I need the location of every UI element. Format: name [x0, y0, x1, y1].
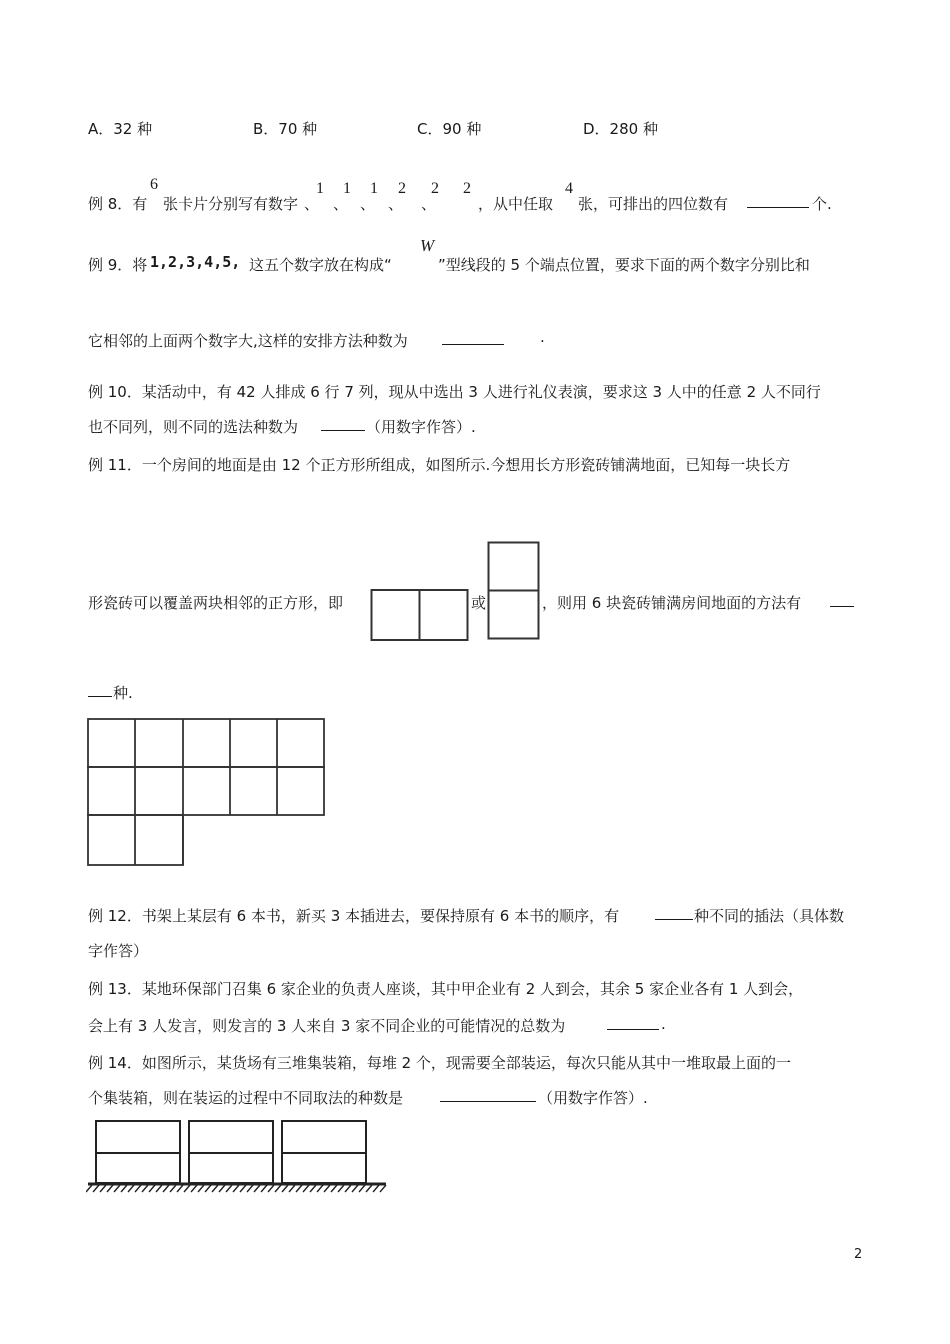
ex8-sep-3: 、	[360, 195, 376, 213]
ex8-digit-5: 2	[431, 180, 439, 197]
container-box	[282, 1153, 366, 1183]
ex8-digit-3: 1	[370, 180, 378, 197]
ex11-or: 或	[471, 594, 487, 612]
ground-hatching	[86, 1185, 386, 1192]
container-box	[282, 1121, 366, 1153]
ex8-digit-4: 2	[398, 180, 406, 197]
ex11-answer-blank-2	[88, 682, 112, 697]
ex8-text4: 个.	[812, 195, 832, 213]
container-box	[96, 1153, 180, 1183]
container-stacks-figure	[86, 1118, 391, 1194]
ex13-line2a: 会上有 3 人发言，则发言的 3 人来自 3 家不同企业的可能情况的总数为	[88, 1017, 566, 1035]
ex10-line1: 例 10．某活动中，有 42 人排成 6 行 7 列，现从中选出 3 人进行礼仪表演，要求这 3 人中的任意 2 人不同行	[88, 383, 821, 401]
vertical-tile-figure	[487, 541, 541, 641]
container-box	[189, 1121, 273, 1153]
ex11-line2a: 形瓷砖可以覆盖两块相邻的正方形，即	[88, 594, 344, 612]
ex14-answer-blank	[440, 1087, 536, 1102]
ex9-prefix: 例 9．将	[88, 256, 148, 274]
ex11-line3: 种.	[113, 684, 133, 702]
option-c: C．90 种	[417, 120, 482, 138]
ex8-sep-4: 、	[388, 195, 404, 213]
ex11-answer-blank-1	[830, 592, 854, 607]
ex8-sep-2: 、	[333, 195, 349, 213]
ex8-prefix: 例 8．有	[88, 195, 148, 213]
room-floor-grid	[86, 717, 328, 869]
ex12-answer-blank	[655, 905, 693, 920]
ex10-answer-blank	[321, 416, 365, 431]
container-box	[96, 1121, 180, 1153]
ex8-digit-6: 2	[463, 180, 471, 197]
ex8-answer-blank	[747, 193, 809, 208]
ex14-line1: 例 14．如图所示，某货场有三堆集装箱，每堆 2 个，现需要全部装运，每次只能从其中一堆取最上面的一	[88, 1054, 791, 1072]
ex12-line1a: 例 12．书架上某层有 6 本书，新买 3 本插进去，要保持原有 6 本书的顺序，有	[88, 907, 620, 925]
ex8-sep-5: 、	[421, 195, 437, 213]
ex10-line2a: 也不同列，则不同的选法种数为	[88, 418, 299, 436]
ex8-sep-1: 、	[304, 195, 320, 213]
horizontal-tile-figure	[370, 588, 470, 642]
option-a: A．32 种	[88, 120, 153, 138]
ex8-digit-2: 1	[343, 180, 351, 197]
ex8-text2: ，从中任取	[478, 195, 554, 213]
page-number: 2	[854, 1247, 863, 1262]
option-b: B．70 种	[253, 120, 318, 138]
ex8-take: 4	[565, 180, 573, 197]
ex11-line1: 例 11．一个房间的地面是由 12 个正方形所组成，如图所示.今想用长方形瓷砖铺满地面，已知每一块长方	[88, 456, 791, 474]
ex9-letter-w: W	[420, 236, 435, 255]
ex9-line2: 它相邻的上面两个数字大,这样的安排方法种数为	[88, 332, 408, 350]
ex9-answer-blank	[442, 330, 504, 345]
ex12-line2: 字作答）	[88, 942, 149, 960]
ex8-text1: 张卡片分别写有数字	[163, 195, 299, 213]
ex8-count: 6	[150, 176, 158, 193]
ex9-text1: 这五个数字放在构成“	[249, 256, 392, 274]
container-box	[189, 1153, 273, 1183]
ex10-line2b: （用数字作答）.	[366, 418, 476, 436]
ex9-end: .	[540, 328, 545, 346]
ex14-line2b: （用数字作答）.	[538, 1089, 648, 1107]
ex11-line2b: ，则用 6 块瓷砖铺满房间地面的方法有	[542, 594, 802, 612]
ex13-line2b: .	[661, 1015, 666, 1033]
ex8-digit-1: 1	[316, 180, 324, 197]
option-d: D．280 种	[583, 120, 658, 138]
ex13-line1: 例 13．某地环保部门召集 6 家企业的负责人座谈，其中甲企业有 2 人到会，其余 5 家企业各有 1 人到会，	[88, 980, 804, 998]
ex8-text3: 张，可排出的四位数有	[578, 195, 729, 213]
ex14-line2a: 个集装箱，则在装运的过程中不同取法的种数是	[88, 1089, 404, 1107]
ex13-answer-blank	[607, 1015, 659, 1030]
ex12-line1b: 种不同的插法（具体数	[694, 907, 845, 925]
ex9-numbers: 1,2,3,4,5,	[150, 253, 241, 271]
ex9-text2: ”型线段的 5 个端点位置，要求下面的两个数字分别比和	[438, 256, 810, 274]
